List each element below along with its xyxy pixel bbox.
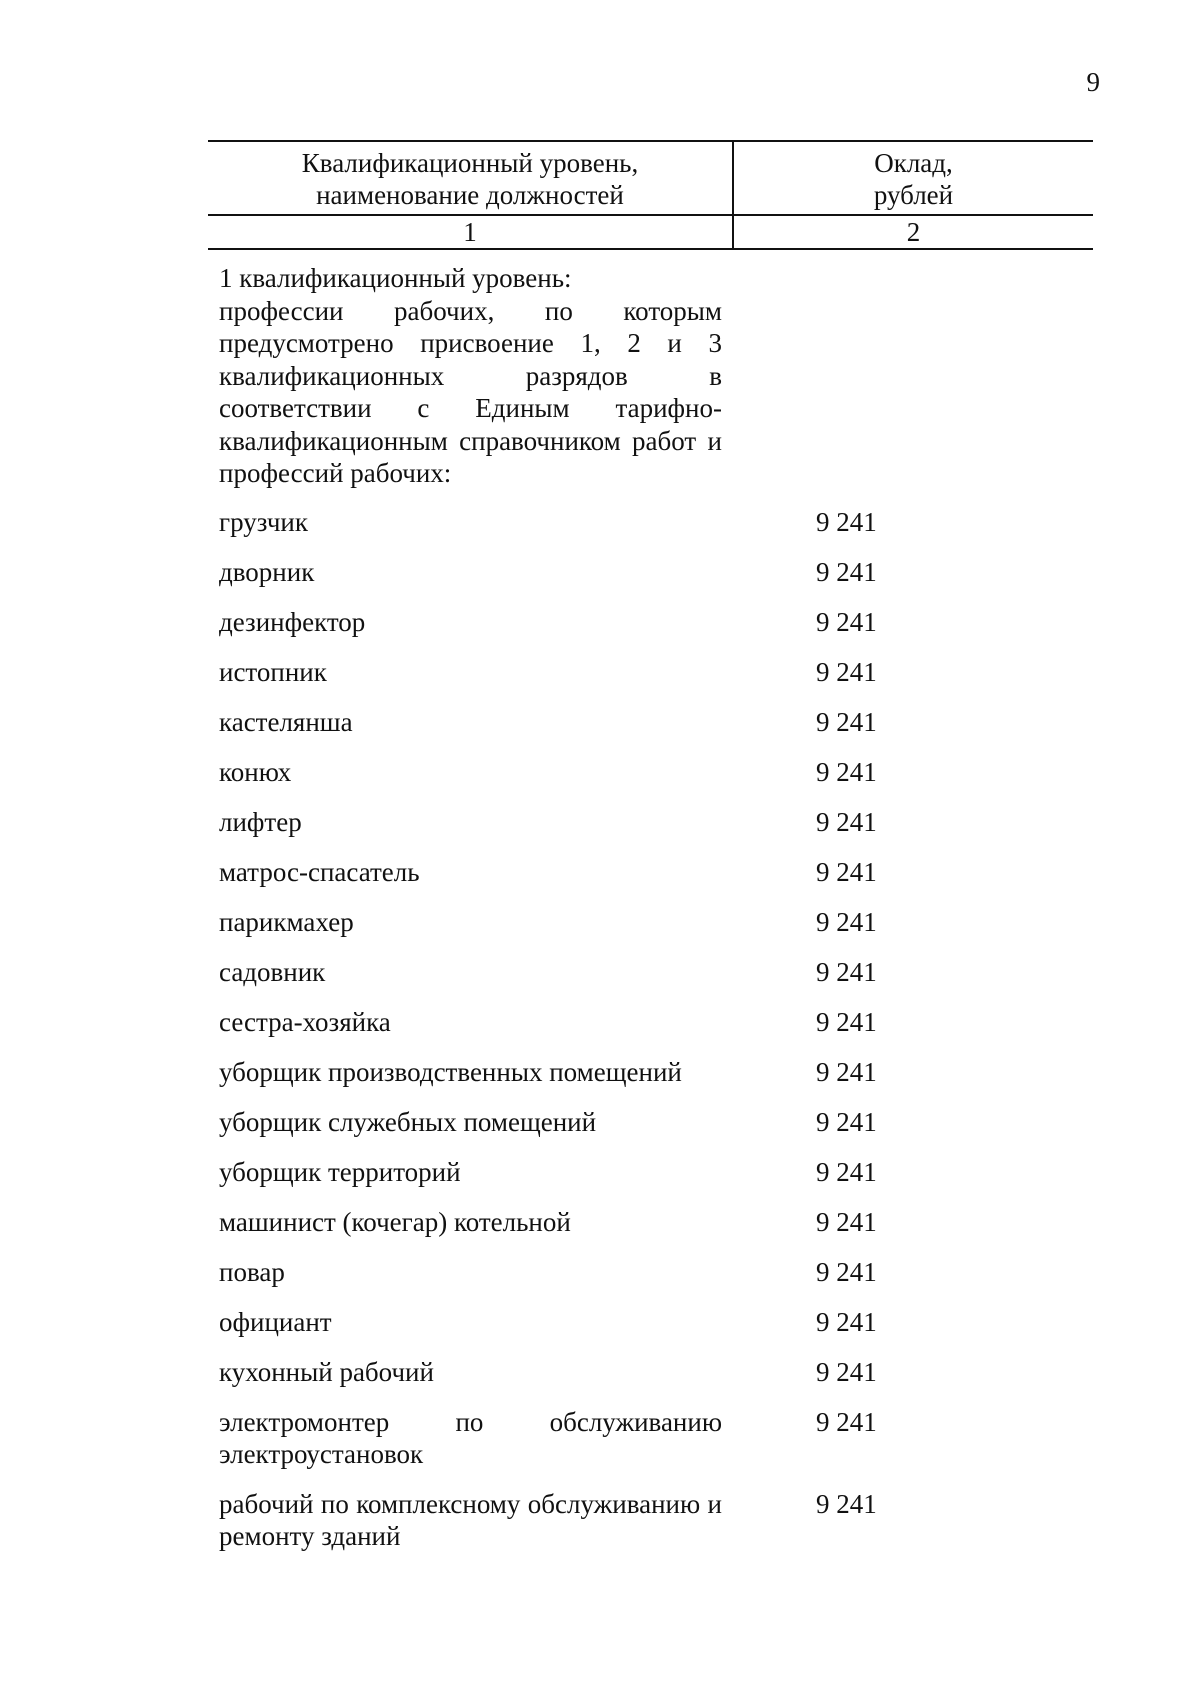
salary-value: 9 241 xyxy=(816,806,877,837)
table-row xyxy=(219,1306,1099,1338)
table-row xyxy=(219,1106,1099,1138)
salary-table xyxy=(208,140,1093,250)
table-row xyxy=(219,956,1099,988)
header-position-cell xyxy=(208,142,734,214)
page-number: 9 xyxy=(1086,67,1100,97)
position-name: дезинфектор xyxy=(219,606,366,637)
salary-value: 9 241 xyxy=(816,506,877,537)
header-salary-cell xyxy=(734,142,1093,214)
table-body xyxy=(219,262,1099,1570)
table-row xyxy=(219,1056,1099,1088)
table-row xyxy=(219,1356,1099,1388)
salary-value: 9 241 xyxy=(816,706,877,737)
position-name: кастелянша xyxy=(219,706,353,737)
salary-value: 9 241 xyxy=(816,856,877,887)
position-name: уборщик производственных помещений xyxy=(219,1056,682,1087)
column-number-2: 2 xyxy=(906,217,921,247)
table-row xyxy=(219,1488,1099,1552)
position-list xyxy=(219,506,1099,1552)
salary-value: 9 241 xyxy=(816,956,877,987)
table-row xyxy=(219,1256,1099,1288)
salary-value: 9 241 xyxy=(816,906,877,937)
position-name: дворник xyxy=(219,556,315,587)
table-row xyxy=(219,656,1099,688)
position-name: истопник xyxy=(219,656,327,687)
position-name: конюх xyxy=(219,756,292,787)
table-row xyxy=(219,756,1099,788)
salary-value: 9 241 xyxy=(816,1106,877,1137)
table-row xyxy=(219,1206,1099,1238)
position-name: грузчик xyxy=(219,506,308,537)
table-row xyxy=(219,606,1099,638)
table-row xyxy=(219,906,1099,938)
table-row xyxy=(219,1156,1099,1188)
salary-value: 9 241 xyxy=(816,1406,877,1437)
header-salary-line2: рублей xyxy=(873,180,954,210)
position-name: садовник xyxy=(219,956,326,987)
table-row xyxy=(219,1406,1099,1470)
position-name: рабочий по комплексному обслуживанию и ремонту зданий xyxy=(219,1488,722,1551)
table-row xyxy=(219,706,1099,738)
position-name: официант xyxy=(219,1306,332,1337)
header-position-line2: наименование должностей xyxy=(316,180,624,210)
column-number-row xyxy=(208,216,1093,250)
salary-value: 9 241 xyxy=(816,1306,877,1337)
position-name: уборщик служебных помещений xyxy=(219,1106,597,1137)
table-row xyxy=(219,1006,1099,1038)
table-row xyxy=(219,806,1099,838)
position-name: уборщик территорий xyxy=(219,1156,461,1187)
qualification-level-description: профессии рабочих, по которым предусмотрено присвоение 1, 2 и 3 квалификационных разрядов в соответствии с Единым тарифно-квалификационным справочником работ и профессий рабочих: xyxy=(219,295,722,488)
salary-value: 9 241 xyxy=(816,556,877,587)
header-position-line1: Квалификационный уровень, xyxy=(301,148,639,178)
table-row xyxy=(219,856,1099,888)
salary-value: 9 241 xyxy=(816,606,877,637)
table-header-row xyxy=(208,140,1093,216)
salary-value: 9 241 xyxy=(816,1206,877,1237)
header-salary-line1: Оклад, xyxy=(874,148,953,178)
position-name: лифтер xyxy=(219,806,302,837)
position-name: машинист (кочегар) котельной xyxy=(219,1206,571,1237)
qualification-level-block xyxy=(219,262,722,490)
table-row xyxy=(219,506,1099,538)
position-name: парикмахер xyxy=(219,906,354,937)
position-name: повар xyxy=(219,1256,285,1287)
salary-value: 9 241 xyxy=(816,1256,877,1287)
qualification-level-title: 1 квалификационный уровень: xyxy=(219,263,572,293)
salary-value: 9 241 xyxy=(816,1156,877,1187)
salary-value: 9 241 xyxy=(816,1488,877,1519)
position-name: кухонный рабочий xyxy=(219,1356,434,1387)
salary-value: 9 241 xyxy=(816,1056,877,1087)
position-name: сестра-хозяйка xyxy=(219,1006,391,1037)
position-name: матрос-спасатель xyxy=(219,856,420,887)
salary-value: 9 241 xyxy=(816,1006,877,1037)
salary-value: 9 241 xyxy=(816,756,877,787)
table-row xyxy=(219,556,1099,588)
position-name: электромонтер по обслуживанию электроустановок xyxy=(219,1406,722,1469)
salary-value: 9 241 xyxy=(816,1356,877,1387)
column-number-1: 1 xyxy=(208,216,734,248)
salary-value: 9 241 xyxy=(816,656,877,687)
